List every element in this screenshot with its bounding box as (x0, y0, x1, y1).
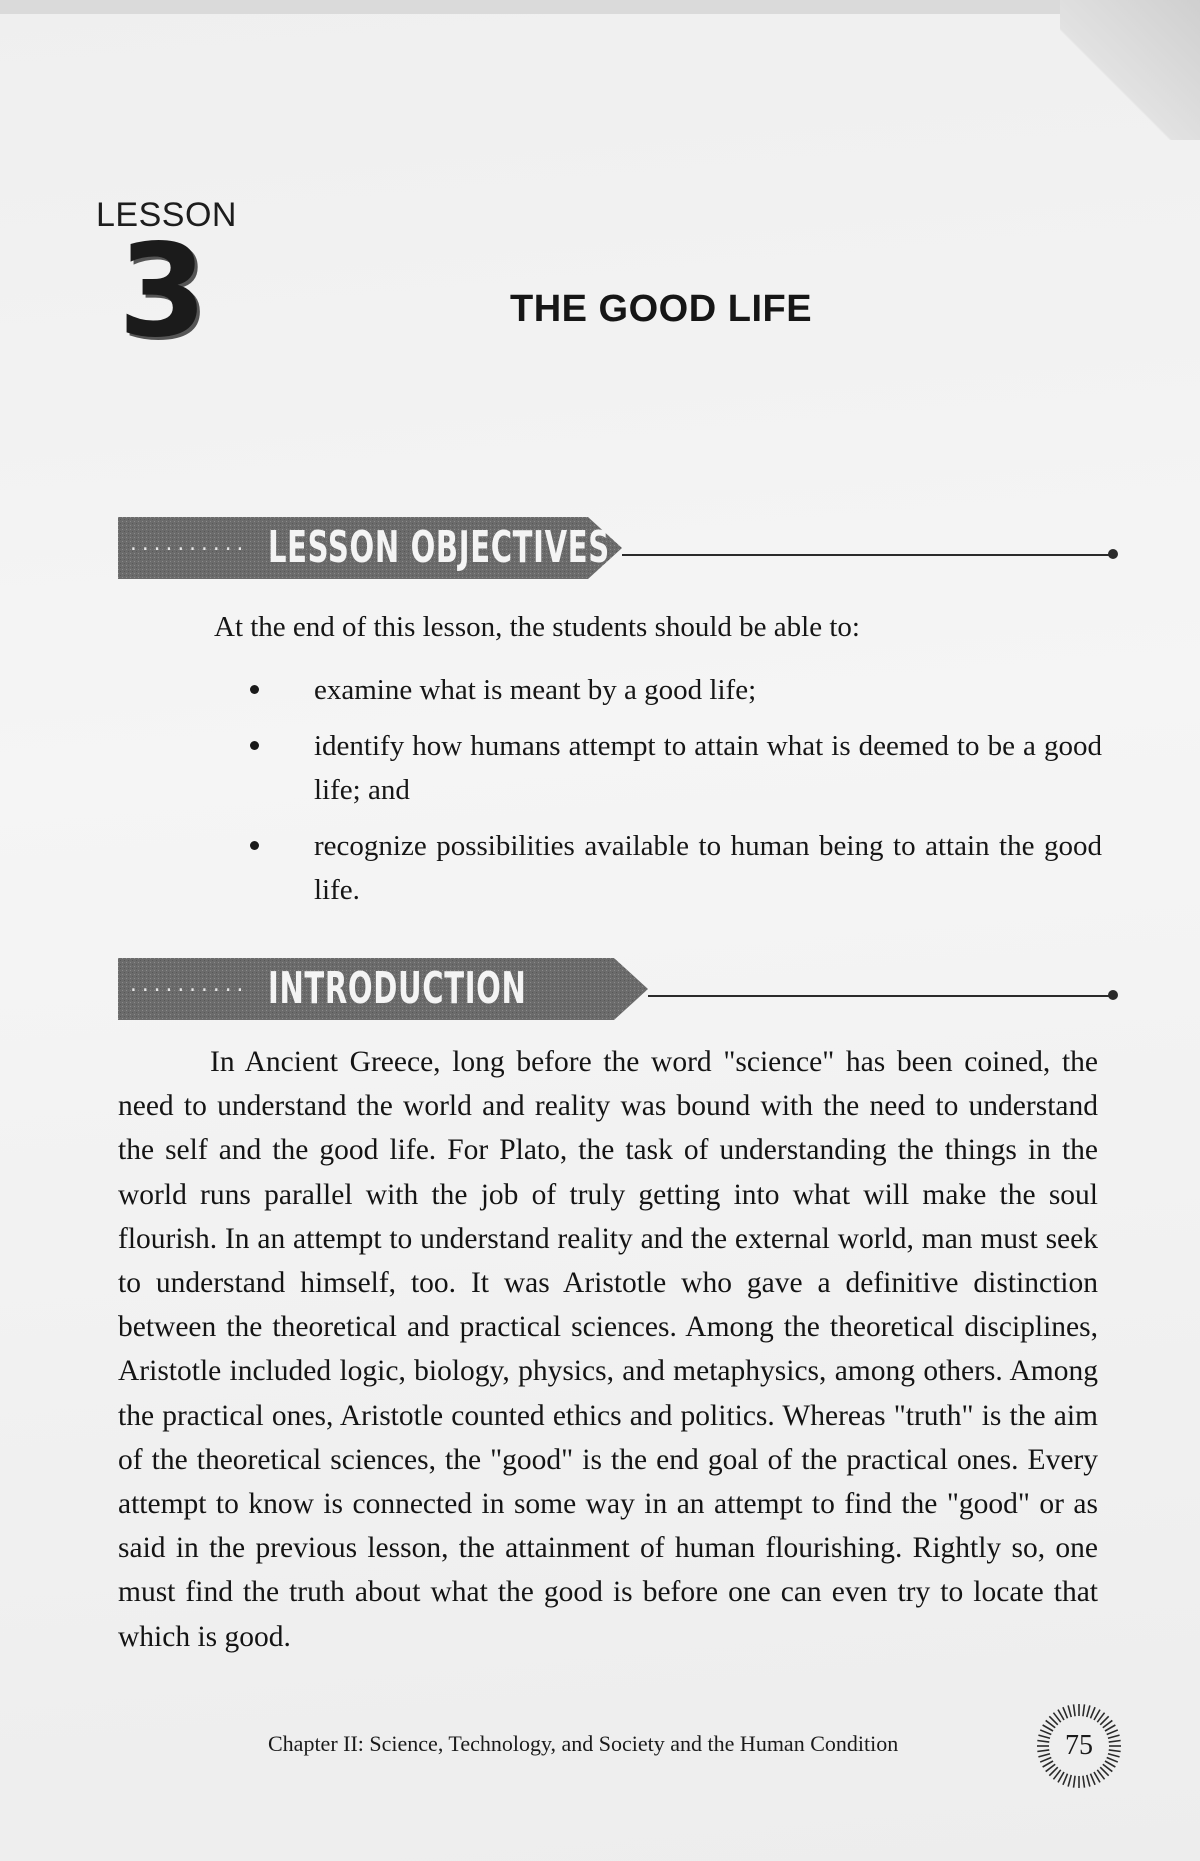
introduction-rule (648, 995, 1112, 997)
bullet-icon (250, 741, 259, 750)
introduction-heading: INTRODUCTION (268, 963, 527, 1014)
lesson-title: THE GOOD LIFE (510, 288, 813, 330)
list-item (250, 824, 1102, 912)
objectives-list (250, 668, 1102, 924)
objective-text: recognize possibilities available to human being to attain the good life. (314, 830, 1102, 906)
introduction-banner-dots: ·········· (128, 980, 247, 1001)
objectives-banner-dots: ·········· (128, 539, 247, 560)
objectives-heading: LESSON OBJECTIVES (268, 522, 610, 573)
page-number: 75 (1065, 1730, 1093, 1761)
bullet-icon (250, 685, 259, 694)
objectives-rule (622, 554, 1112, 556)
list-item (250, 724, 1102, 812)
page-top-edge (0, 0, 1080, 14)
objectives-banner (118, 517, 1118, 579)
introduction-banner (118, 958, 1118, 1020)
introduction-paragraph: In Ancient Greece, long before the word "science" has been coined, the need to understand the world and reality was bound with the need to understand the self and the good life. For Plato, the task of understanding the things in the world runs parallel with the job of truly getting into what will make the soul flourish. In an attempt to understand reality and the external world, man must seek to understand himself, too. It was Aristotle who gave a definitive distinction between the theoretical and practical sciences. Among the theoretical disciplines, Aristotle included logic, biology, physics, and metaphysics, among others. Among the practical ones, Aristotle counted ethics and politics. Whereas "truth" is the aim of the theoretical sciences, the "good" is the end goal of the practical ones. Every attempt to know is connected in some way in an attempt to find the "good" or as said in the previous lesson, the attainment of human flourishing. Rightly so, one must find the truth about what the good is before one can even try to locate that which is good. (118, 1046, 1098, 1653)
objective-text: examine what is meant by a good life; (314, 674, 757, 706)
lesson-label: LESSON (96, 196, 237, 234)
bullet-icon (250, 841, 259, 850)
introduction-rule-end (1108, 990, 1118, 1000)
list-item (250, 668, 1102, 712)
objectives-intro: At the end of this lesson, the students should be able to: (214, 611, 860, 643)
objectives-rule-end (1108, 549, 1118, 559)
lesson-number: 3 (118, 217, 208, 366)
page-corner-shadow (1060, 0, 1200, 140)
objective-text: identify how humans attempt to attain what is deemed to be a good life; and (314, 730, 1102, 806)
footer-chapter-caption: Chapter II: Science, Technology, and Society and the Human Condition (268, 1731, 899, 1756)
page-number-badge (1034, 1701, 1124, 1791)
